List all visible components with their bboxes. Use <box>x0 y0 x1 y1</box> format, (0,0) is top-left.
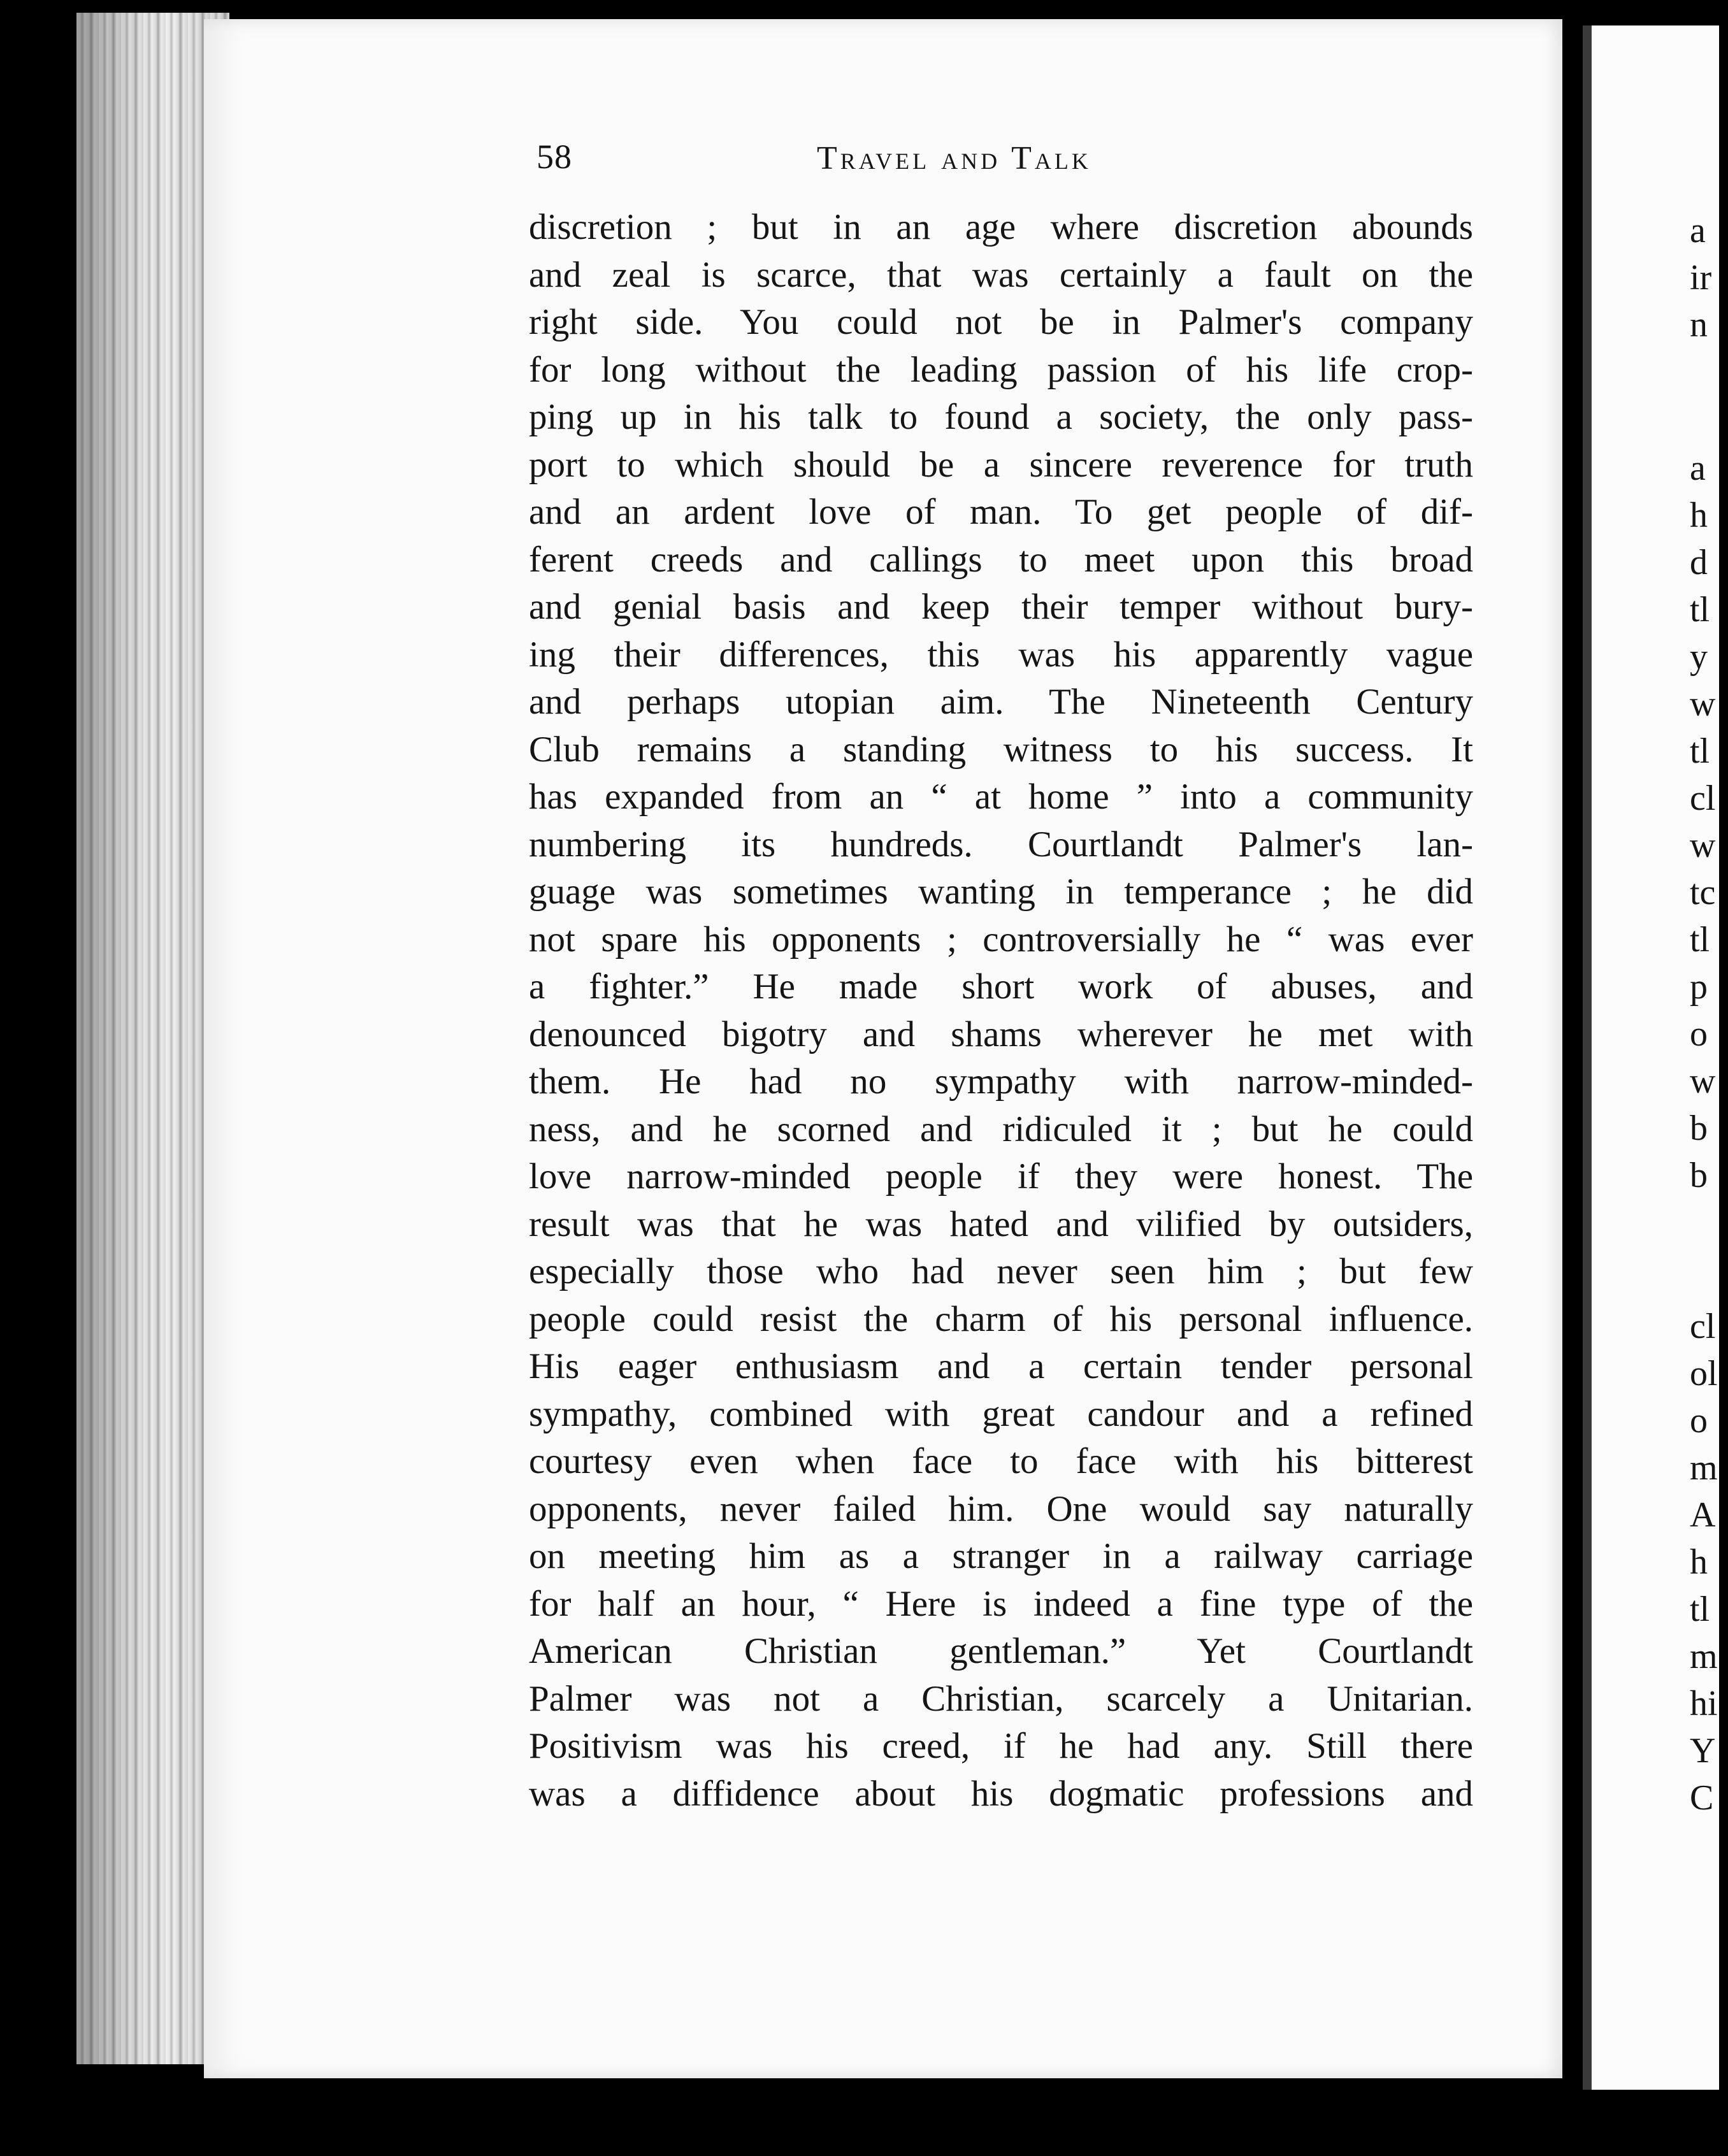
facing-fragment: b <box>1690 1109 1708 1148</box>
text-line: and perhaps utopian aim. The Nineteenth Century <box>529 682 1473 722</box>
facing-fragment: m <box>1690 1448 1718 1488</box>
text-line: ness, and he scorned and ridiculed it ; but he could <box>529 1109 1473 1149</box>
text-line: has expanded from an “ at home ” into a community <box>529 777 1473 817</box>
facing-fragment: tl <box>1690 731 1710 771</box>
text-line: love narrow-minded people if they were honest. The <box>529 1156 1473 1197</box>
facing-fragment: m <box>1690 1637 1718 1676</box>
facing-fragment: y <box>1690 637 1708 677</box>
text-line: not spare his opponents ; controversially he “ was ever <box>529 919 1473 959</box>
running-head <box>536 137 1480 188</box>
text-line: for half an hour, “ Here is indeed a fine type of the <box>529 1583 1473 1624</box>
facing-fragment: C <box>1690 1778 1714 1818</box>
text-line: result was that he was hated and vilified by outsiders, <box>529 1204 1473 1244</box>
facing-fragment: tl <box>1690 590 1710 629</box>
page-number: 58 <box>536 138 572 176</box>
facing-fragment: tl <box>1690 1590 1710 1629</box>
text-line: denounced bigotry and shams wherever he met with <box>529 1014 1473 1054</box>
facing-fragment: cl <box>1690 1307 1716 1346</box>
facing-fragment: a <box>1690 211 1706 250</box>
text-line: and an ardent love of man. To get people of dif- <box>529 492 1473 532</box>
facing-fragment: b <box>1690 1156 1708 1195</box>
text-line: people could resist the charm of his personal influence. <box>529 1298 1473 1339</box>
text-line: and genial basis and keep their temper without bury- <box>529 587 1473 627</box>
facing-fragment: h <box>1690 496 1708 535</box>
facing-fragment: w <box>1690 826 1716 865</box>
text-line: American Christian gentleman.” Yet Courtlandt <box>529 1631 1473 1671</box>
scan-border <box>0 0 1710 22</box>
text-line: numbering its hundreds. Courtlandt Palmer's lan- <box>529 824 1473 865</box>
text-line: right side. You could not be in Palmer's company <box>529 302 1473 342</box>
text-line: discretion ; but in an age where discretion abounds <box>529 207 1473 247</box>
text-line: a fighter.” He made short work of abuses, and <box>529 967 1473 1007</box>
facing-fragment: d <box>1690 543 1708 582</box>
text-line: Club remains a standing witness to his success. It <box>529 729 1473 770</box>
facing-fragment: p <box>1690 967 1708 1007</box>
text-line: ing their differences, this was his apparently vague <box>529 634 1473 675</box>
text-line: opponents, never failed him. One would say naturally <box>529 1488 1473 1529</box>
text-line: ping up in his talk to found a society, the only pass- <box>529 397 1473 437</box>
text-line: and zeal is scarce, that was certainly a fault on the <box>529 254 1473 295</box>
facing-fragment: a <box>1690 449 1706 488</box>
text-line: His eager enthusiasm and a certain tender personal <box>529 1346 1473 1386</box>
text-line: courtesy even when face to face with his bitterest <box>529 1441 1473 1481</box>
facing-fragment: n <box>1690 305 1708 345</box>
body-text <box>529 204 1473 1818</box>
running-title: Travel and Talk <box>817 140 1091 176</box>
text-line: Positivism was his creed, if he had any. Still there <box>529 1726 1473 1766</box>
facing-fragment: ol <box>1690 1354 1718 1393</box>
facing-fragment: ir <box>1690 258 1712 298</box>
facing-fragment: w <box>1690 684 1716 724</box>
facing-fragment: tl <box>1690 920 1710 959</box>
text-line: especially those who had never seen him ; but few <box>529 1251 1473 1291</box>
text-line: for long without the leading passion of his life crop- <box>529 349 1473 390</box>
text-line: ferent creeds and callings to meet upon this broad <box>529 539 1473 580</box>
facing-fragment: Y <box>1690 1731 1716 1771</box>
text-line: Palmer was not a Christian, scarcely a Unitarian. <box>529 1678 1473 1719</box>
text-line: port to which should be a sincere reverence for truth <box>529 444 1473 485</box>
text-line: them. He had no sympathy with narrow-minded- <box>529 1061 1473 1102</box>
facing-fragment: o <box>1690 1014 1708 1054</box>
facing-fragment: w <box>1690 1061 1716 1101</box>
text-line: sympathy, combined with great candour and a refined <box>529 1393 1473 1434</box>
facing-fragment: cl <box>1690 779 1716 818</box>
facing-fragment: hi <box>1690 1684 1718 1723</box>
text-line: guage was sometimes wanting in temperance ; he did <box>529 872 1473 912</box>
facing-fragment: tc <box>1690 873 1716 912</box>
facing-fragment: o <box>1690 1401 1708 1441</box>
text-line: was a diffidence about his dogmatic professions and <box>529 1773 1473 1814</box>
text-line: on meeting him as a stranger in a railway carriage <box>529 1536 1473 1576</box>
facing-fragment: A <box>1690 1495 1716 1535</box>
facing-fragment: h <box>1690 1542 1708 1582</box>
